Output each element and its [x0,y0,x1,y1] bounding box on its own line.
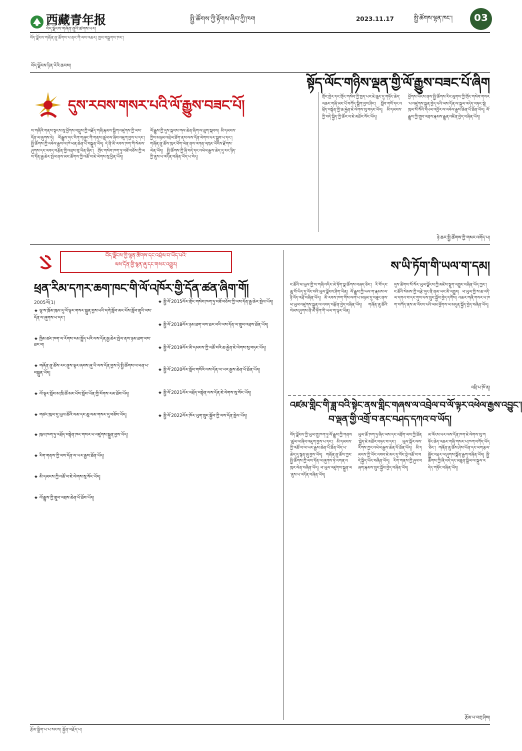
section-label: བོད་ལྗོངས་ཉིན་རེའི་ཆབས། [31,64,71,69]
article2-red-box [60,251,232,273]
article1-byline: ཉེ་ཆར་སྤྱི་ཚོགས་ཀྱི་གསར་འགོད་པ། [436,236,490,241]
article1-title-line1: སྟོད་ལོང་གཉིས་ལྡན་གྱི་ལོ་རྒྱུས་བཟང་པོ་ཞིག [306,76,490,91]
article4-title-line2: བ་ལྡན་གྱི་འགྲོ་བ་ནང་བཤད་དཀའ་བ་ཡོད། [328,415,452,425]
article1-title-line2: དུས་རབས་གསར་པའི་ལོ་རྒྱུས་བཟང་པོ། [68,98,245,114]
bullet-item: ★ རིག་གནས་ཀྱི་ལས་དོན་ལ་ཡར་རྒྱས་ཐོན་ཡོད། [34,454,104,460]
masthead-center-title: སྤྱི་ཚོགས་ཀྱི་རྟོགས་ཞིབ་ཀྱི་ཁག [190,15,256,23]
article4-byline: རྩོམ་པ་བཀྲ་ཤིས། [464,716,490,721]
issue-date: 2023.11.17 [356,16,394,23]
bullet-item: ★ ལོ་ལྟར་སློབ་མ་ཁྲི་ཚོ་མང་པོས་སློབ་ཡོན་གྱི་རོགས་རམ་ཐོབ་ཡོད། [34,391,130,397]
bullet-item: ★ སྤྱི་ལོ་2022ལོར་ཁོར་ཡུག་སྲུང་སྐྱོབ་ཀྱི་ལས་དོན་སྤེལ་ཡོད། [158,413,248,419]
page-number-text: 03 [474,13,488,24]
masthead [0,0,520,58]
bullet-item: ★ སྤྱི་ལོ་2015ལོར་གྲོང་གསེབ་ཁག་ཏུ་བཟོ་བཅོས་ཀྱི་ལས་དོན་རྒྱ་ཆེར་སྤེལ་ཡོད། [158,300,274,305]
bullet-item: ★ ལྷ་ས་ཁྲོམ་ཁུལ་དུ་ལོ་ལྟར་གསར་སྐྲུན་བྱས་པའི་དགེ་སློབ་མང་པོས་སློབ་གྲྭའི་ལས་དོན་ལ་ཞུགས་པ་དང་། [34,309,152,321]
article3-title: ས་ཡི་ཏོག་གི་ཡལ་ག་དམ། [390,259,490,273]
article4-col1: བོད་ལྗོངས་ཀྱི་ཡུལ་གྲུ་ཁག་ཏུ་ལོ་རྒྱུས་ཀྱི་གནས་ཚུལ་ལ་ཞིབ་འཇུག་བྱས་པ་དང་། མི་དམངས་ཀྱི་འཚོ་བ་ལ་ཡར་རྒྱས་ཆེན་པོ་ཐོན་ཡོད་པ་ཆེད་དུ་སྙན་ཞུ་བྱས་ཡོད། གཞོན་ནུ་ཚོས་ཀྱང་སྤྱི་ཚོགས་ཀྱི་ལས་དོན་ལ་ཞུགས་ཏེ་འགན་འཁུར་ལེན་བཞིན་ཡོད། ཕ་ཡུལ་འཛུགས་སྐྲུན་ལ་ནུས་པ་འདོན་བཞིན་ཡོད། [290,432,352,477]
article3-col-left: ང་ཚོའི་ཕ་ཡུལ་གྱི་ས་གཞི་འདིར་མེ་ཏོག་སྣ་ཚོགས་བཞད་ཅིང་། རི་བོ་དང་ཆུ་བོ་ཡིད་དུ་འོང་བའི་ཡུལ་ལྗོངས་ཤིག་ཡིན། ལོ་རྒྱུས་ཀྱི་ཡལ་ག་རྣམས་ལ་ཉི་འོད་འཕྲོ་བཞིན་ཡོད། མི་རབས་ཁག་གིས་ལག་པ་མཉམ་དུ་བཟུང་ནས་ཕ་ཡུལ་འཛུགས་སྐྲུན་ལ་འབད་བརྩོན་བྱེད་བཞིན་ཡོད། གཞོན་ནུ་ཚོའི་སེམས་ཤུགས་ནི་མེ་ཏོག་གི་ཡལ་ག་ལྟར་ཡིན། [290,282,388,314]
footer-note: རྩོམ་སྒྲིག་པ་པ་སངས། སྐྱོན་བརྗོད་པ། [30,728,82,733]
paper-tibetan-name: བོད་ལྗོངས་གཞོན་ནུའི་ཚགས་པར། [46,27,97,32]
masthead-rule [30,32,490,33]
article4-col3: མ་འོངས་པར་ལས་དོན་ཁག་ཇེ་ལེགས་སུ་གཏོང་ཆེད་འཆར་གཞི་གསར་པ་ཁག་བཀོད་ཡོད་ཅིང་། གཞོན་ནུ་ཚོས་ཤེས་ཡོན་དང་ལག་རྩལ་སྦྱོང་བརྡར་ལ་ཤུགས་སྣོན་རྒྱག་བཞིན་ཡོད། སྤྱི་ཚོགས་ཀྱི་ཞི་བདེ་དང་མཐུན་སྒྲིལ་ལ་སྐུལ་འདེད་གཏོང་བཞིན་ཡོད། [428,432,490,470]
article1-bottom-rule [30,244,490,245]
article1-top-rule [30,72,490,73]
article1-divider [318,92,319,232]
article2-title: ཕྲན་རིམ་དཀར་ཆག་ཁང་གི་ལོ་འཁོར་གྱི་དོན་ཚན་ཞིག་གོ། [34,281,249,295]
article1-col-left: ས་གཞིའི་གནས་སྟངས་སུ་ཕྱོགས་བསྡུས་ཀྱི་བརྗོད་གཞི་རྣམས་སྒྲིག་འཛུགས་ཀྱི་ལས་དོན་ལ་ཞུགས་ཏེ། ལོ་རྒྱུས་དང་རིག་གཞུང་གི་གནས་ཚུལ་ལ་ཞིབ་འཇུག་བྱས་པ་དང་། སྤྱི་ཚོགས་ཀྱི་འཕེལ་རྒྱས་ལ་ཁེ་ཕན་ཆེན་པོ་བསྐྲུན་ཡོད། དེ་ནི་མི་རབས་ཁག་གི་སེམས་ཤུགས་དང་འབད་བརྩོན་གྱི་འབྲས་བུ་ཡིན་ཞིང་། གྲོང་གསེབ་ཁག་ཏུ་བཟོ་བཅོས་ཀྱི་ལས་དོན་རྒྱ་ཆེར་སྤེལ་ནས་མང་ཚོགས་ཀྱི་འཚོ་བ་ཇེ་ལེགས་སུ་ཕྱིན་ཡོད། [31,128,145,160]
article2-bullets-right [158,300,278,700]
article1-col-mid: ལོ་རྒྱུས་ཀྱི་དུས་སྐབས་གལ་ཆེན་ཞིག་ལ་ཐུག་སྐབས། མི་དམངས་ཀྱིས་མཉམ་འབྲེལ་ཐོག་ནས་ལས་དོན་ལེགས་པར་སྒྲུབ་པ་དང་། གཞོན་ནུ་ཚོས་ཁུར་ཕོག་ལེན་ནས་འགན་འཁུར་ཡོངས་རྫོགས་ལེན་ཡོད། སྤྱི་ཚོགས་ཀྱི་ཞི་བདེ་དང་འཕེལ་རྒྱས་ཆེད་དུ་རང་ཉིད་ཀྱི་ནུས་པ་འདོན་བཞིན་ཡོད་པ་རེད། [150,128,236,160]
bullet-item: ★ སྤྱི་ལོ་2019ལོར་མི་དམངས་ཀྱི་འཚོ་བའི་ཆ་རྐྱེན་ཇེ་ལེགས་སུ་བཏང་ཡོད། [158,345,266,351]
page-number [470,8,492,30]
party-emblem-icon [36,252,56,272]
article2-bullets-left [34,309,152,715]
bullet-item: ★ སྤྱི་ལོ་2020ལོར་སློབ་གསོའི་ལས་དོན་ལ་ཡར་རྒྱས་ཆེན་པོ་ཐོན་ཡོད། [158,368,261,374]
middle-column-divider [283,250,284,720]
article3-col-right: དུས་ཚིགས་སོ་སོར་ཡུལ་ལྗོངས་ཀྱི་མཛེས་སྡུག་འགྱུར་བཞིན་ཡོད་ཀྱང་། ང་ཚོའི་སེམས་ཀྱི་བརྩེ་དུང་ནི་ནམ་ཡང་མི་འགྱུར། ཕ་ཡུལ་གྱི་ས་ཆ་འདི་ལ་དགའ་བ་དང་གུས་པས་སྲུང་སྐྱོབ་བྱེད་དགོས། འཆར་གཞི་གསར་པ་ཁག་བཀོད་ནས་མ་འོངས་པའི་ལམ་ཕྱོགས་ལ་མདུན་སྐྱོད་བྱེད་བཞིན་ཡོད། [394,282,490,307]
article4-title-line1: འཛམ་གླིང་གི་ཟླ་བའི་སྟེང་ནས་གླིང་གཞས་ལ་འབྲེལ་བ་ལོ་ལྟར་འཕེལ་རྒྱས་འབྱུང་། [290,401,522,411]
article4-col2: ཡུལ་ཚོ་ཁག་ཏུ་ཞིང་ལས་དང་འབྲོག་ལས་ཀྱི་ཐོན་སྐྱེད་ཇེ་མཐོར་བཏང་བ་དང་། ཡུལ་སྐོར་ལས་རིགས་ཀྱང་འཕེལ་རྒྱས་ཆེན་པོ་ཐོན་ཡོད། མི་དམངས་ཀྱི་ཡོང་འབབ་ཇེ་མང་དུ་སོང་སྟེ་འཚོ་བ་བདེ་སྐྱིད་ཡོང་བཞིན་ཡོད། རིག་གནས་ཀྱི་ཤུལ་བཞག་རྣམས་སྲུང་སྐྱོབ་བྱེད་བཞིན་ཡོད། [358,432,422,470]
bullet-item: ★ མི་དམངས་ཀྱི་འཚོ་བ་ཇེ་ལེགས་སུ་སོང་ཡོད། [34,474,101,480]
article2-red-box-line2: ལས་དོན་གྱི་སྙན་ཞུ་དང་གསར་འགྱུར། [114,262,178,268]
sunburst-emblem-icon [33,90,63,120]
article3-byline: འབྲི་པ་ཁོ་ན། [471,386,490,391]
footer-rule [30,724,490,725]
bullet-item: ★ གཞོན་ནུ་ཚོས་རང་ནུས་ལྟར་ཞབས་ཞུ་ཡི་ལས་དོན་བྱས་ཏེ་སྤྱི་ཚོགས་ལ་ཕན་པ་བསྐྲུན་ཡོད། [34,364,149,376]
bullet-item: ★ ཁྱིམ་ཚང་ཁག་ལ་རོགས་རམ་སྤྲོད་པའི་ལས་དོན་རྒྱ་ཆེར་སྤེལ་ནས་ཉམ་ཐག་ལས་ཐར་བ། [34,336,151,349]
section-name: སྤྱི་ཚོགས་ལྷན་ཁང་། [414,15,453,22]
article1-col-r2: ཕྱོགས་ཡོངས་ནས་སྤྱི་ཚོགས་རིང་ལུགས་ཀྱི་གྲོང་གསེབ་གསར་པ་འཛུགས་སྐྲུན་བྱེད་པའི་ལས་དོན་ལ་སྐུལ་འདེད་བཏང་སྟེ། ཁུལ་སོ་སོའི་དཔལ་འབྱོར་ལ་འཕེལ་རྒྱས་ཆེན་པོ་ཐོན་ཡོད། ལོ་རྒྱུས་ཀྱི་གྲུབ་འབྲས་རྣམས་རྒྱུན་འཛིན་བྱེད་བཞིན་ཡོད། [408,94,490,119]
article2-red-box-line1: བོད་ལྗོངས་ཀྱི་ལྷན་ཚོགས་དང་འབྲེལ་བ་ཡོད་པའི་ [105,253,187,259]
bullet-item: ★ ཁུལ་ཁག་ཏུ་འཕྲོད་བསྟེན་ཁང་གསར་པ་འཛུགས་སྐྲུན་བྱས་ཡོད། [34,433,128,439]
article2-intro: 2005ལོ(1) [34,301,56,306]
masthead-sub-tibetan: བོད་ལྗོངས་གཞོན་ནུ་ཚོགས་པ་ནང་གི་ལས་འཆར། ཁྱབ་བསྒྲགས་ཁང་། [30,35,124,40]
bullet-item: ★ སྤྱི་ལོ་2021ལོར་འཕྲོད་བསྟེན་ལས་དོན་ཇེ་ལེགས་སུ་སོང་ཡོད། [158,391,252,397]
paper-name: 西藏青年报 [46,13,107,27]
bullet-item: ★ སྤྱི་ལོ་2018ལོར་ཉམ་ཐག་ལས་ཐར་བའི་ལས་དོན་ལ་གྲུབ་འབྲས་ཐོན་ཡོད། [158,322,269,328]
article3-bottom-rule [288,395,490,396]
bullet-item: ★ ལོ་རྒྱུས་ཀྱི་གྲུབ་འབྲས་ཆེན་པོ་ཐོབ་ཡོད། [34,495,95,501]
article1-col-r1: གྲོང་ཁྱེར་དང་གྲོང་གསེབ་ཀྱི་ཁྱད་པར་ཇེ་ཆུང་དུ་གཏོང་ཆེད་འཆར་གཞི་མང་པོ་བཀོད་སྒྲིག་བྱས་ཤིང་། སློབ་གསོ་དང་འཕྲོད་བསྟེན་གྱི་ཆ་རྐྱེན་ཇེ་ལེགས་སུ་བཏང་ཡོད། མི་དམངས་ཀྱི་བདེ་སྐྱིད་ཀྱི་ཚོར་བ་ཇེ་མཐོར་སོང་ཡོད། [322,94,402,119]
bullet-item: ★ གཙང་ཁུལ་དུ་ཡུལ་ཚོའི་ལམ་དང་ཆུ་ལམ་གསར་དུ་བཟོས་ཡོད། [34,412,127,418]
masthead-logo-icon [30,14,44,28]
